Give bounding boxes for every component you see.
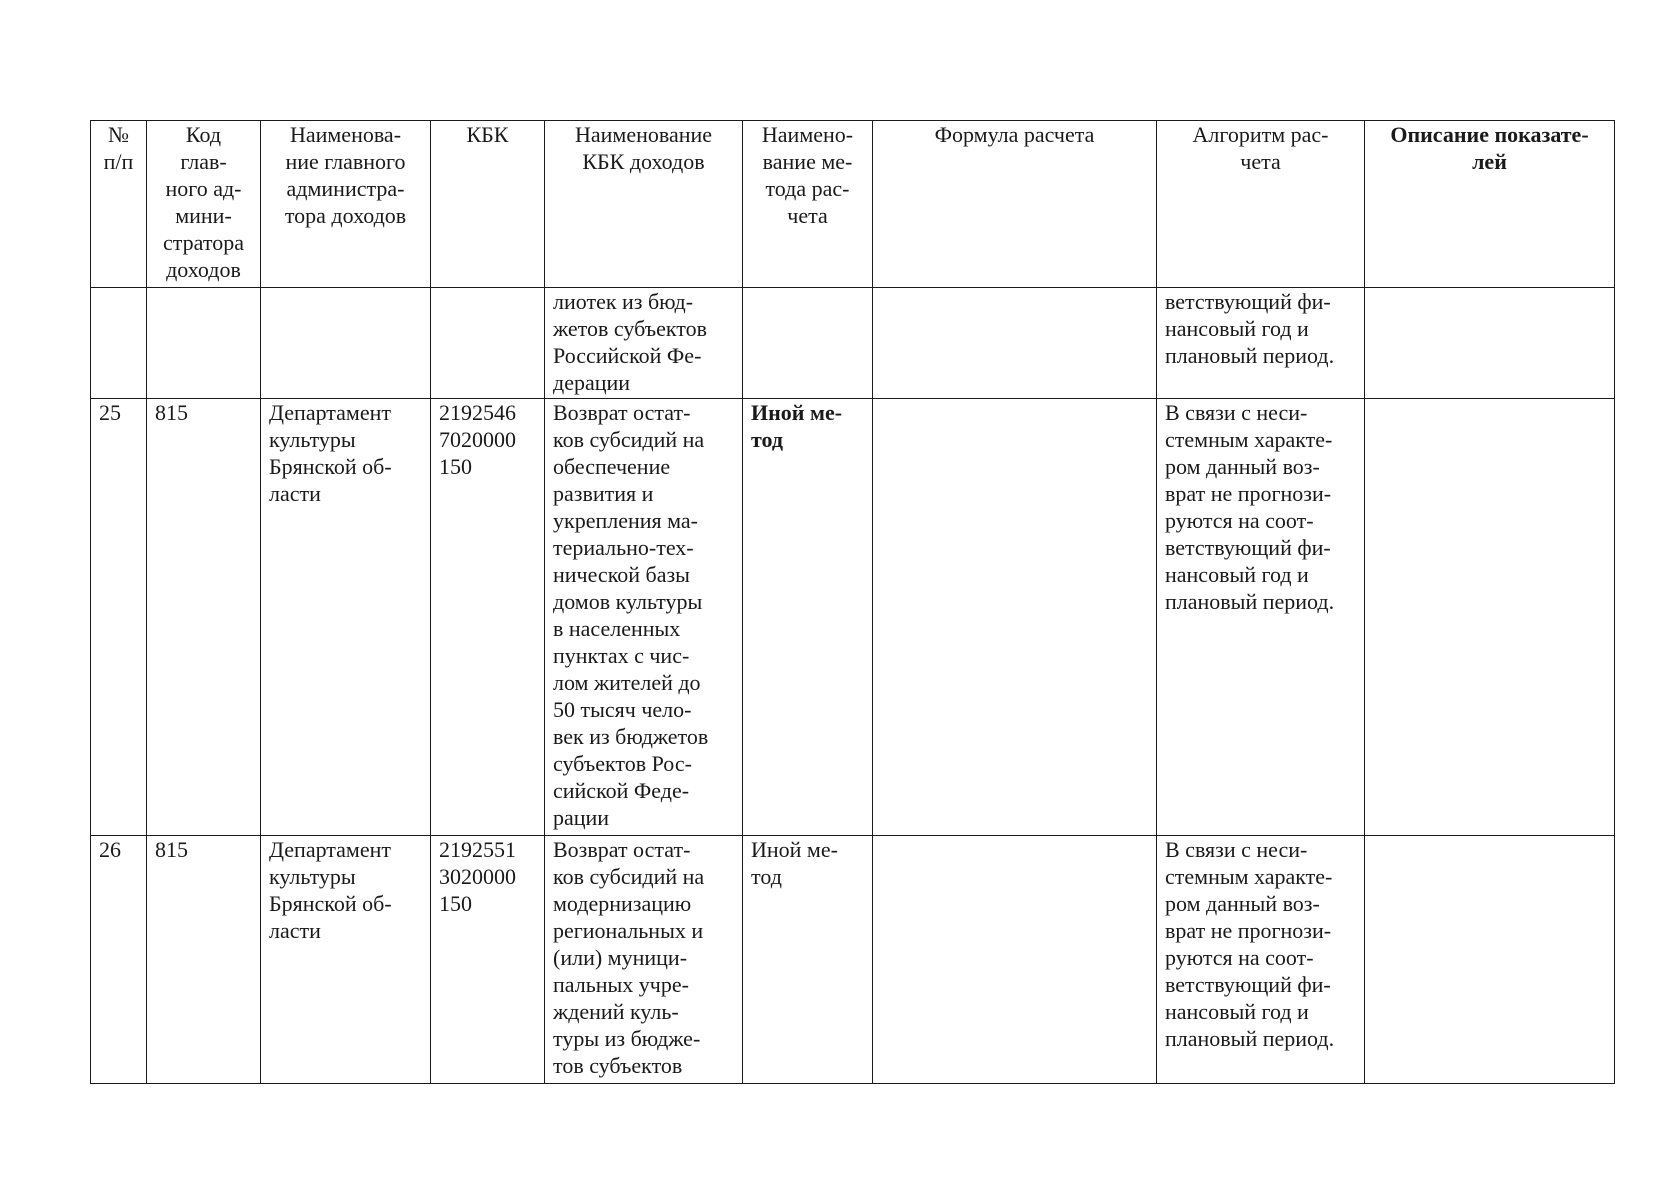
- table-row-continuation: [91, 288, 1615, 399]
- cell-admin-name: Департамент культуры Брянской об- ласти: [261, 836, 431, 1084]
- cell-admin-name: [261, 288, 431, 399]
- cell-formula: [873, 836, 1157, 1084]
- table-header-row: [91, 121, 1615, 288]
- header-algorithm: Алгоритм рас- чета: [1157, 121, 1365, 288]
- header-formula: Формула расчета: [873, 121, 1157, 288]
- cell-admin-name: Департамент культуры Брянской об- ласти: [261, 399, 431, 836]
- header-admin-code: Код глав- ного ад- мини- стратора доходов: [147, 121, 261, 288]
- cell-formula: [873, 399, 1157, 836]
- cell-algorithm: ветствующий фи- нансовый год и плановый период.: [1157, 288, 1365, 399]
- table-row: [91, 836, 1615, 1084]
- header-kbk: КБК: [431, 121, 545, 288]
- table-row: [91, 399, 1615, 836]
- cell-description: [1365, 399, 1615, 836]
- cell-kbk-name: Возврат остат- ков субсидий на модернизацию региональных и (или) муници- пальных учре- ждений куль- туры из бюдже- тов субъектов: [545, 836, 743, 1084]
- cell-algorithm: В связи с неси- стемным характе- ром данный воз- врат не прогнози- руются на соот- ветствующий фи- нансовый год и плановый период.: [1157, 399, 1365, 836]
- cell-admin-code: [147, 288, 261, 399]
- cell-formula: [873, 288, 1157, 399]
- cell-method: [743, 288, 873, 399]
- cell-kbk-name: лиотек из бюд- жетов субъектов Российской Фе- дерации: [545, 288, 743, 399]
- cell-description: [1365, 288, 1615, 399]
- cell-kbk: 2192546 7020000 150: [431, 399, 545, 836]
- cell-admin-code: 815: [147, 836, 261, 1084]
- cell-description: [1365, 836, 1615, 1084]
- cell-method: Иной ме- тод: [743, 836, 873, 1084]
- cell-kbk: [431, 288, 545, 399]
- header-description: Описание показате- лей: [1365, 121, 1615, 288]
- header-method: Наимено- вание ме- тода рас- чета: [743, 121, 873, 288]
- cell-num: 25: [91, 399, 147, 836]
- header-num: № п/п: [91, 121, 147, 288]
- cell-num: [91, 288, 147, 399]
- cell-algorithm: В связи с неси- стемным характе- ром данный воз- врат не прогнози- руются на соот- ветствующий фи- нансовый год и плановый период.: [1157, 836, 1365, 1084]
- cell-kbk-name: Возврат остат- ков субсидий на обеспечение развития и укрепления ма- териально-тех- нической базы домов культуры в населенных пунктах с чис- лом жителей до 50 тысяч чело- век из бюджетов субъектов Рос- сийской Феде- рации: [545, 399, 743, 836]
- cell-num: 26: [91, 836, 147, 1084]
- cell-kbk: 2192551 3020000 150: [431, 836, 545, 1084]
- cell-admin-code: 815: [147, 399, 261, 836]
- header-admin-name: Наименова- ние главного администра- тора доходов: [261, 121, 431, 288]
- revenue-forecast-table: [90, 120, 1615, 1084]
- header-kbk-name: Наименование КБК доходов: [545, 121, 743, 288]
- cell-method: Иной ме- тод: [743, 399, 873, 836]
